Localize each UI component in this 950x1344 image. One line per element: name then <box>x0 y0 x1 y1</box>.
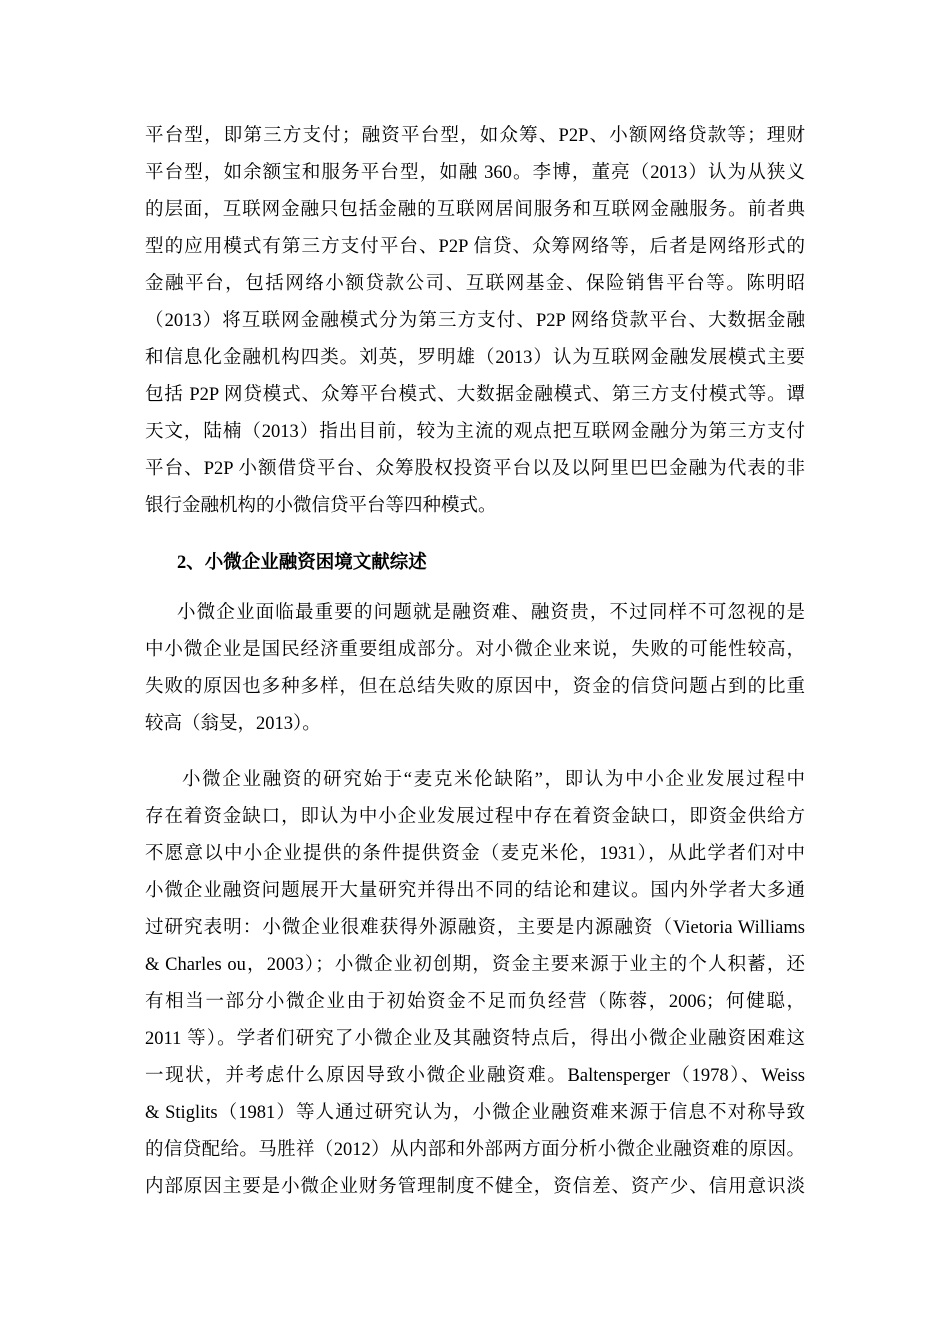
paragraph3-line: 存在着资金缺口，即认为中小企业发展过程中存在着资金缺口，即资金供给方 <box>145 807 805 827</box>
paragraph1-line: 型的应用模式有第三方支付平台、P2P 信贷、众筹网络等，后者是网络形式的 <box>145 237 805 257</box>
paragraph3-line: 不愿意以中小企业提供的条件提供资金（麦克米伦，1931），从此学者们对中 <box>145 844 805 864</box>
paragraph3-line: 小微企业融资问题展开大量研究并得出不同的结论和建议。国内外学者大多通 <box>145 881 805 901</box>
paragraph3-line: & Stiglits（1981）等人通过研究认为，小微企业融资难来源于信息不对称导致 <box>145 1103 805 1123</box>
paragraph2-line: 失败的原因也多种多样，但在总结失败的原因中，资金的信贷问题占到的比重 <box>145 677 805 697</box>
paragraph3-line: 的信贷配给。马胜祥（2012）从内部和外部两方面分析小微企业融资难的原因。 <box>145 1140 805 1160</box>
paragraph1-line: 和信息化金融机构四类。刘英，罗明雄（2013）认为互联网金融发展模式主要 <box>145 348 805 368</box>
paragraph1-line: 天文，陆楠（2013）指出目前，较为主流的观点把互联网金融分为第三方支付 <box>145 422 805 442</box>
paragraph1-line: 的层面，互联网金融只包括金融的互联网居间服务和互联网金融服务。前者典 <box>145 200 805 220</box>
paragraph2-line: 中小微企业是国民经济重要组成部分。对小微企业来说，失败的可能性较高， <box>145 640 805 660</box>
paragraph3-line: 2011 等）。学者们研究了小微企业及其融资特点后，得出小微企业融资困难这 <box>145 1029 805 1049</box>
paragraph1-line: 银行金融机构的小微信贷平台等四种模式。 <box>145 496 497 516</box>
paragraph1-line: 平台、P2P 小额借贷平台、众筹股权投资平台以及以阿里巴巴金融为代表的非 <box>145 459 805 479</box>
paragraph3-line: 小微企业融资的研究始于“麦克米伦缺陷”，即认为中小企业发展过程中 <box>182 770 805 790</box>
paragraph3-line: & Charles ou，2003）；小微企业初创期，资金主要来源于业主的个人积蓄，还 <box>145 955 805 975</box>
paragraph2-line: 较高（翁旻，2013）。 <box>145 714 321 734</box>
section-heading: 2、小微企业融资困境文献综述 <box>177 553 427 573</box>
paragraph1-line: 平台型，如余额宝和服务平台型，如融 360。李博，董亮（2013）认为从狭义 <box>145 163 805 183</box>
paragraph3-line: 内部原因主要是小微企业财务管理制度不健全，资信差、资产少、信用意识淡 <box>145 1177 805 1197</box>
paragraph2-line: 小微企业面临最重要的问题就是融资难、融资贵，不过同样不可忽视的是 <box>177 603 805 623</box>
paragraph1-line: 金融平台，包括网络小额贷款公司、互联网基金、保险销售平台等。陈明昭 <box>145 274 805 294</box>
paragraph1-line: 包括 P2P 网贷模式、众筹平台模式、大数据金融模式、第三方支付模式等。谭 <box>145 385 805 405</box>
paragraph3-line: 一现状，并考虑什么原因导致小微企业融资难。Baltensperger（1978）、Weiss <box>145 1066 805 1086</box>
paragraph1-line: （2013）将互联网金融模式分为第三方支付、P2P 网络贷款平台、大数据金融 <box>145 311 805 331</box>
paragraph1-line: 平台型，即第三方支付；融资平台型，如众筹、P2P、小额网络贷款等；理财 <box>145 126 805 146</box>
paragraph3-line: 过研究表明：小微企业很难获得外源融资，主要是内源融资（Vietoria Williams <box>145 918 805 938</box>
paragraph3-line: 有相当一部分小微企业由于初始资金不足而负经营（陈蓉，2006；何健聪， <box>145 992 805 1012</box>
